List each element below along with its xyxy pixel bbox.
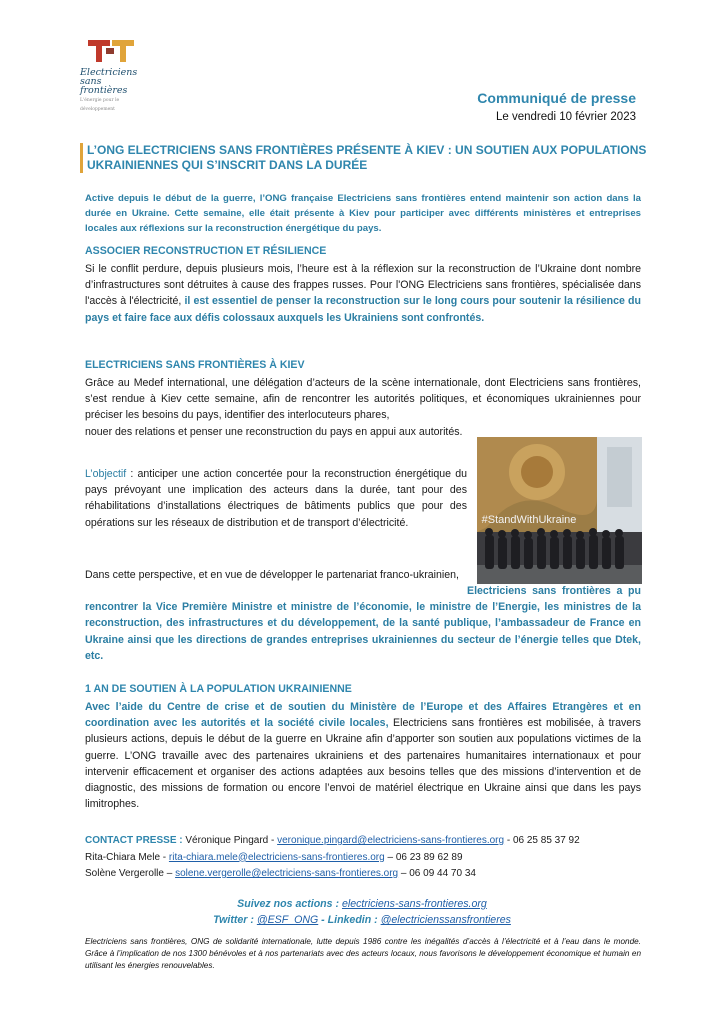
section2-paragraph3-highlight: Electriciens sans frontières a pu rencontrer la Vice Première Ministre et ministre de l’économie, le ministre de l’Energie, les ministres de la reconstruction, des infrastructures et du développement, de la santé publique, l’ambassadeur de France en Ukraine ainsi que les directions de grandes entreprises ukrainiennes du secteur de l’énergie telles que Dtek, etc. (85, 585, 641, 662)
contact3-email-link[interactable]: solene.vergerolle@electriciens-sans-frontieres.org (175, 868, 399, 879)
section3-heading: 1 AN DE SOUTIEN À LA POPULATION UKRAINIENNE (85, 683, 352, 695)
esf-logo (80, 38, 150, 112)
twitter-label: Twitter : (213, 914, 257, 926)
twitter-link[interactable]: @ESF_ONG (256, 914, 319, 926)
section1-heading: ASSOCIER RECONSTRUCTION ET RÉSILIENCE (85, 245, 327, 257)
main-title: L’ONG ELECTRICIENS SANS FRONTIÈRES PRÉSENTE À KIEV : UN SOUTIEN AUX POPULATIONS UKRAINIENNES QUI S’INSCRIT DANS LA DURÉE (80, 143, 653, 173)
section2-paragraph3 (85, 583, 641, 664)
contact3-name: Solène Vergerolle – (85, 868, 176, 879)
linkedin-link[interactable]: @electricienssansfrontieres (380, 914, 511, 926)
contact3-phone: – 06 09 44 70 34 (398, 868, 476, 879)
contact1-name: Véronique Pingard - (182, 835, 278, 846)
section3-highlight: Avec l’aide du Centre de crise et de soutien du Ministère de l’Europe et des Affaires Etrangères et en coordination avec les autorités et la société civile locales, (85, 701, 641, 730)
contact-row-1 (85, 833, 580, 850)
contact-row-2 (85, 850, 580, 867)
logo-tagline: L'énergie pour le développement (80, 98, 120, 112)
header (477, 90, 636, 123)
section1-highlight: il est essentiel de penser la reconstruction sur le long cours pour soutenir la résilience du pays et faire face aux défis colossaux auxquels les Ukrainiens sont confrontés. (85, 295, 641, 324)
section2-heading: ELECTRICIENS SANS FRONTIÈRES À KIEV (85, 359, 305, 371)
photo-caption-text: #StandWithUkraine (481, 514, 577, 526)
intro-paragraph: Active depuis le début de la guerre, l’ONG française Electriciens sans frontières entend maintenir son action dans la durée en Ukraine. Cette semaine, elle était présente à Kiev pour participer avec différents ministères et entreprises locales aux réflexions sur la reconstruction énergétique du pays. (85, 193, 641, 234)
website-link[interactable]: electriciens-sans-frontieres.org (341, 898, 487, 910)
section2-objective-paragraph (85, 466, 467, 531)
follow-label: Suivez nos actions : (237, 898, 342, 910)
logo-line1: Electriciens (80, 67, 138, 78)
section3-paragraph (85, 699, 641, 812)
kiev-delegation-photo (477, 437, 642, 584)
press-release-title: Communiqué de presse (477, 90, 636, 106)
press-release-date: Le vendredi 10 février 2023 (495, 111, 636, 123)
objective-label: L’objectif (85, 468, 127, 480)
press-contacts (85, 833, 580, 883)
objective-text: : anticiper une action concertée pour la reconstruction énergétique du pays prévoyant une implication des acteurs dans la durée, tant pour des réhabilitations d’installations électriques de bâtiments publics que pour des opérations sur les réseaux de distribution et de transport d’électricité. (85, 468, 467, 529)
contact-row-3 (85, 866, 580, 883)
esf-logo-mark (84, 38, 144, 66)
section3-text: Electriciens sans frontières est mobilisée, à travers plusieurs actions, depuis le début de la guerre en Ukraine afin d’apporter son soutien aux populations victimes de la guerre. L’ONG travaille avec des partenaires ukrainiens et des partenaires humanitaires internationaux et pour intervenir efficacement et organiser des actions adaptées aux besoins telles que des missions d’intervention et de diagnostic, des missions de formation ou encore l’envoi de matériel électrique en Ukraine ainsi que dans les pays limitrophes. (85, 717, 641, 811)
section1-paragraph (85, 261, 641, 326)
section2-paragraph1-end: nouer des relations et penser une reconstruction du pays en appui aux autorités. (85, 426, 463, 438)
follow-line (0, 898, 724, 910)
contact2-name: Rita-Chiara Mele - (85, 851, 169, 863)
contact2-phone: – 06 23 89 62 89 (384, 851, 463, 863)
section1-text: Si le conflit perdure, depuis plusieurs mois, l’heure est à la réflexion sur la reconstruction de l’Ukraine dont nombre d’infrastructures sont détruites à cause des frappes russes. Pour l'ONG Electriciens sans frontières, spécialisée dans l'accès à l'électricité, (85, 263, 641, 308)
section2-paragraph1: Grâce au Medef international, une délégation d’acteurs de la scène internationale, dont Electriciens sans frontières, s’est rendue à Kiev cette semaine, afin de rencontrer les autorités politiques, et économiques ukrainiennes pour préciser les besoins du pays, identifier des interlocuteurs phares, (85, 377, 641, 422)
linkedin-label: - Linkedin : (318, 914, 381, 926)
footer-about: Electriciens sans frontières, ONG de solidarité internationale, lutte depuis 1986 contre les inégalités d’accès à l’électricité et à l’eau dans le monde. Grâce à l’implication de nos 1300 bénévoles et à nos partenariats avec des acteurs locaux, nous favorisons le développement économique et humain en utilisant les énergies renouvelables. (85, 937, 641, 970)
photo-illustration (477, 437, 642, 584)
contact2-email-link[interactable]: rita-chiara.mele@electriciens-sans-frontieres.org (168, 851, 385, 863)
logo-line2: sans frontières (80, 76, 128, 96)
contact1-email-link[interactable]: veronique.pingard@electriciens-sans-frontieres.org (277, 835, 505, 846)
logo-text (80, 68, 150, 114)
contact1-phone: - 06 25 85 37 92 (504, 835, 580, 846)
section2-paragraph3-start: Dans cette perspective, et en vue de développer le partenariat franco-ukrainien, (85, 569, 459, 581)
contact-label: CONTACT PRESSE : (85, 835, 183, 846)
social-line (0, 914, 724, 926)
